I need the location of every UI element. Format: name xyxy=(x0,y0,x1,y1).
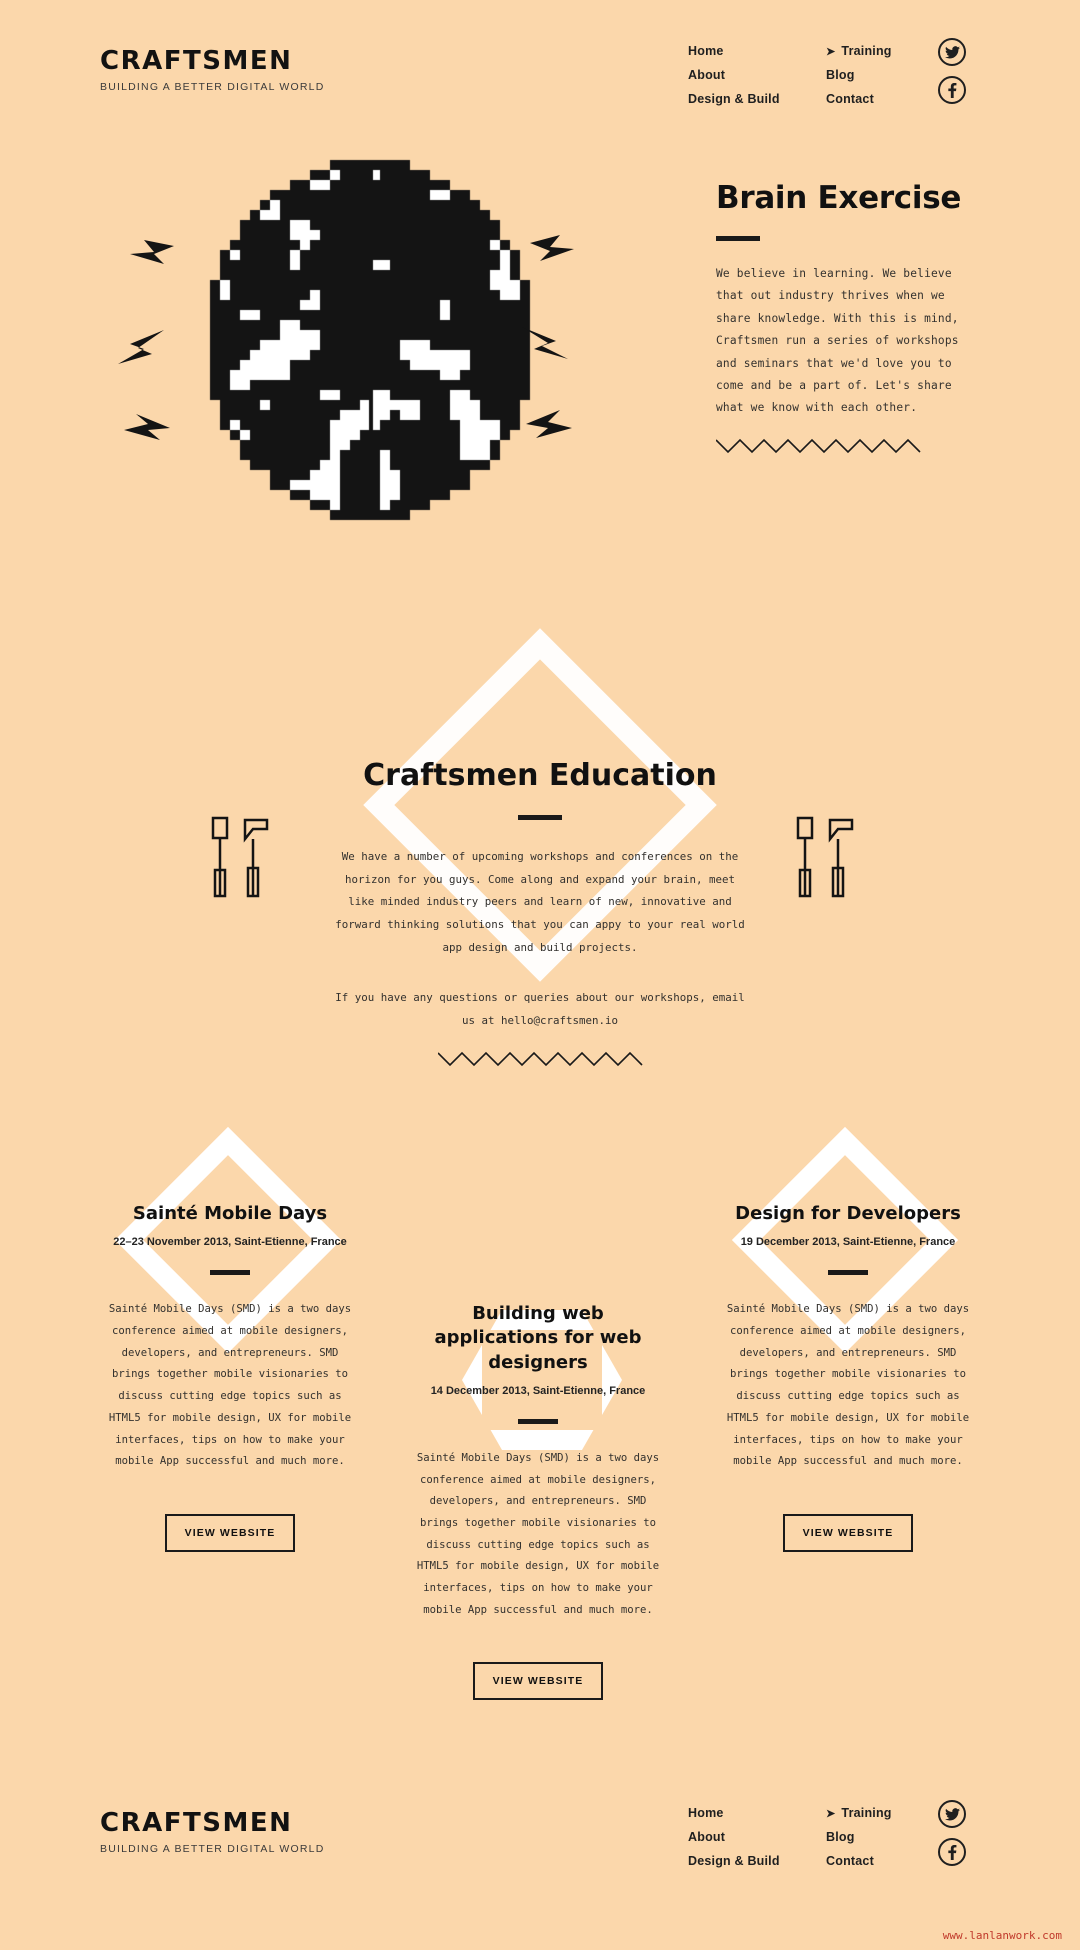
arrow-right-icon: ➤ xyxy=(826,1807,836,1820)
zigzag-divider xyxy=(716,438,986,459)
lightning-bolt-icon xyxy=(522,325,568,382)
footer-nav-column-1 xyxy=(688,1806,826,1868)
card-rule xyxy=(828,1270,868,1275)
nav-item-design-build[interactable] xyxy=(688,92,826,106)
footer-nav xyxy=(688,1806,946,1868)
education-paragraph: We have a number of upcoming workshops and conferences on the horizon for you guys. Come along and expand your brain, meet like minded industry peers and learn of new, innovative and forward thinking solutions that you can appy to your real world app design and build projects. xyxy=(335,850,745,954)
footer-nav-item-training[interactable] xyxy=(826,1806,946,1820)
event-date: 14 December 2013, Saint-Etienne, France xyxy=(430,1384,646,1397)
logo-tagline: BUILDING A BETTER DIGITAL WORLD xyxy=(100,81,325,93)
pixel-brain-illustration xyxy=(110,140,630,560)
nav-label: Training xyxy=(841,1806,892,1820)
event-title: Building web applications for web designers xyxy=(434,1303,642,1373)
nav-column-2 xyxy=(826,44,946,106)
education-contact: If you have any questions or queries about our workshops, email us at hello@craftsmen.io xyxy=(335,991,745,1028)
logo-wordmark: CRAFTSMEN xyxy=(100,1808,293,1838)
event-title: Design for Developers xyxy=(735,1203,961,1224)
view-website-button[interactable]: VIEW WEBSITE xyxy=(165,1514,296,1552)
nav-label: Home xyxy=(688,1806,724,1820)
zigzag-divider xyxy=(0,1051,1080,1072)
lightning-bolt-icon xyxy=(128,240,174,297)
lightning-bolt-icon xyxy=(124,400,170,457)
event-description: Sainté Mobile Days (SMD) is a two days conference aimed at mobile designers, developers, and entrepreneurs. SMD brings together mobile visionaries to discuss cutting edge topics such as HTML5 for mobile design, UX for mobile interfaces, tips on how to make your mobile App successful and much more. xyxy=(726,1303,970,1468)
nav-label: Contact xyxy=(826,92,874,106)
lightning-bolt-icon xyxy=(526,398,572,455)
nav-label: Design & Build xyxy=(688,1854,780,1868)
logo-tagline: BUILDING A BETTER DIGITAL WORLD xyxy=(100,1843,325,1855)
event-description: Sainté Mobile Days (SMD) is a two days conference aimed at mobile designers, developers, and entrepreneurs. SMD brings together mobile visionaries to discuss cutting edge topics such as HTML5 for mobile design, UX for mobile interfaces, tips on how to make your mobile App successful and much more. xyxy=(416,1451,660,1616)
twitter-button[interactable] xyxy=(938,1800,966,1828)
footer-social-links xyxy=(938,1800,966,1876)
nav-label: Training xyxy=(841,44,892,58)
twitter-button[interactable] xyxy=(938,38,966,66)
nav-label: About xyxy=(688,1830,726,1844)
watermark-credit: www.lanlanwork.com xyxy=(942,1929,1062,1942)
twitter-icon xyxy=(945,1808,960,1821)
nav-label: Blog xyxy=(826,68,855,82)
arrow-right-icon: ➤ xyxy=(826,45,836,58)
event-date: 19 December 2013, Saint-Etienne, France xyxy=(740,1236,956,1249)
hero-section xyxy=(0,130,1080,590)
nav-item-blog[interactable] xyxy=(826,68,946,82)
view-website-button[interactable]: VIEW WEBSITE xyxy=(783,1514,914,1552)
site-header xyxy=(0,0,1080,130)
footer-nav-item-design-build[interactable] xyxy=(688,1854,826,1868)
nav-label: About xyxy=(688,68,726,82)
event-card xyxy=(100,1202,360,1552)
footer-nav-column-2 xyxy=(826,1806,946,1868)
footer-nav-item-contact[interactable] xyxy=(826,1854,946,1868)
footer-nav-item-home[interactable] xyxy=(688,1806,826,1820)
nav-column-1 xyxy=(688,44,826,106)
event-date: 22–23 November 2013, Saint-Etienne, France xyxy=(113,1236,347,1249)
hero-paragraph: We believe in learning. We believe that out industry thrives when we share knowledge. With this is mind, Craftsmen run a series of workshops and seminars that we'd love you to come and be a part of. Let's share what we know with each other. xyxy=(716,267,959,415)
nav-item-about[interactable] xyxy=(688,68,826,82)
title-rule xyxy=(716,236,760,241)
lightning-bolt-icon xyxy=(118,330,164,387)
nav-label: Blog xyxy=(826,1830,855,1844)
lightning-bolt-icon xyxy=(530,235,576,292)
event-card xyxy=(718,1202,978,1552)
facebook-icon xyxy=(948,83,957,98)
education-section xyxy=(0,680,1080,1080)
event-card xyxy=(408,1302,668,1700)
education-content xyxy=(0,680,1080,1072)
nav-item-home[interactable] xyxy=(688,44,826,58)
facebook-icon xyxy=(948,1845,957,1860)
facebook-button[interactable] xyxy=(938,76,966,104)
events-section xyxy=(0,1150,1080,1710)
footer-nav-item-blog[interactable] xyxy=(826,1830,946,1844)
nav-item-contact[interactable] xyxy=(826,92,946,106)
logo-wordmark: CRAFTSMEN xyxy=(100,46,293,76)
card-rule xyxy=(518,1419,558,1424)
site-footer xyxy=(0,1770,1080,1950)
twitter-icon xyxy=(945,46,960,59)
footer-nav-item-about[interactable] xyxy=(688,1830,826,1844)
education-title: Craftsmen Education xyxy=(363,758,717,793)
footer-logo[interactable] xyxy=(100,1810,324,1855)
nav-label: Contact xyxy=(826,1854,874,1868)
nav-item-training[interactable] xyxy=(826,44,946,58)
page-title: Brain Exercise xyxy=(716,180,962,216)
event-description: Sainté Mobile Days (SMD) is a two days conference aimed at mobile designers, developers, and entrepreneurs. SMD brings together mobile visionaries to discuss cutting edge topics such as HTML5 for mobile design, UX for mobile interfaces, tips on how to make your mobile App successful and much more. xyxy=(108,1303,352,1468)
event-title: Sainté Mobile Days xyxy=(132,1203,328,1224)
logo[interactable] xyxy=(100,48,324,93)
social-links xyxy=(938,38,966,114)
facebook-button[interactable] xyxy=(938,1838,966,1866)
view-website-button[interactable]: VIEW WEBSITE xyxy=(473,1662,604,1700)
card-rule xyxy=(210,1270,250,1275)
main-nav xyxy=(688,44,946,106)
hero-text-block xyxy=(716,180,986,459)
nav-label: Home xyxy=(688,44,724,58)
title-rule xyxy=(518,815,562,820)
nav-label: Design & Build xyxy=(688,92,780,106)
